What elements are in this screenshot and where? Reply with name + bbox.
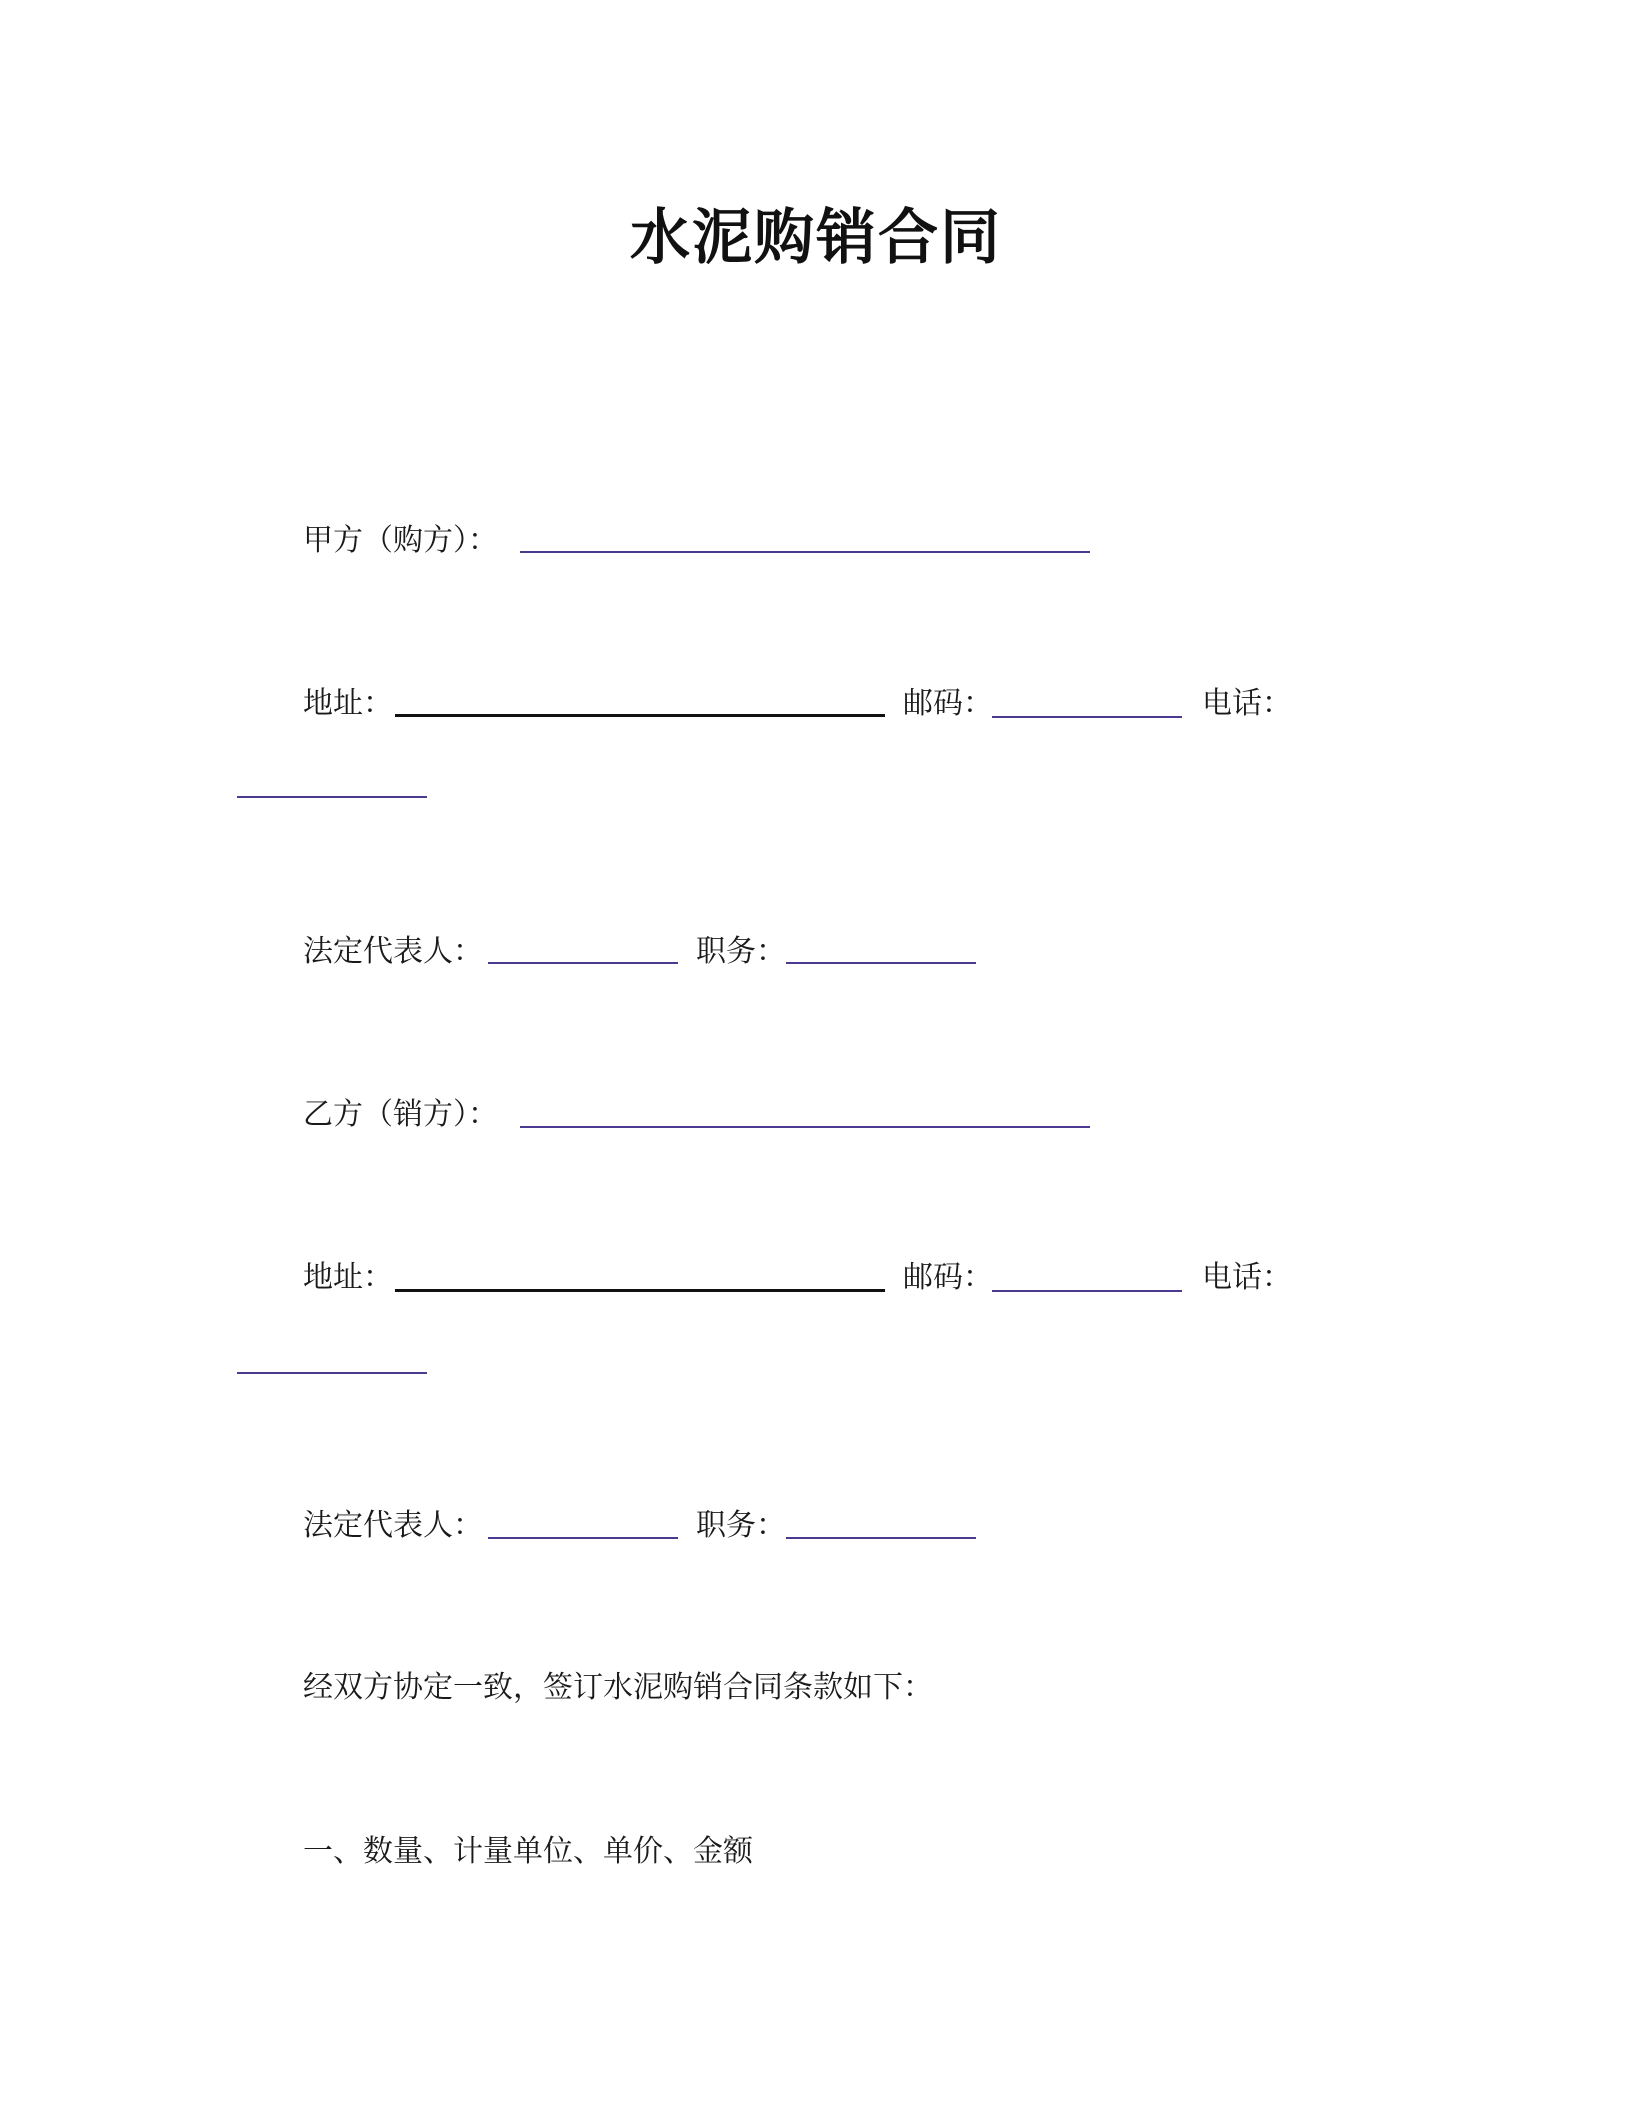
- party-a-address-label: 地址：: [303, 686, 393, 721]
- section-1-heading: 一、数量、计量单位、单价、金额: [303, 1834, 753, 1869]
- party-b-address-field[interactable]: [395, 1289, 885, 1292]
- party-a-representative-label: 法定代表人：: [303, 934, 483, 969]
- party-b-representative-field[interactable]: [488, 1537, 678, 1539]
- party-a-position-label: 职务：: [696, 934, 786, 969]
- party-a-address-field[interactable]: [395, 714, 885, 717]
- party-a-postcode-field[interactable]: [992, 716, 1182, 718]
- party-a-name-label: 甲方（购方）：: [303, 523, 498, 558]
- party-b-name-field[interactable]: [520, 1126, 1090, 1128]
- party-b-phone-label: 电话：: [1202, 1260, 1292, 1295]
- party-a-name-field[interactable]: [520, 551, 1090, 553]
- party-b-postcode-label: 邮码：: [903, 1260, 993, 1295]
- party-a-postcode-label: 邮码：: [903, 686, 993, 721]
- contract-intro: 经双方协定一致，签订水泥购销合同条款如下：: [303, 1670, 933, 1705]
- party-a-phone-label: 电话：: [1202, 686, 1292, 721]
- party-a-position-field[interactable]: [786, 962, 976, 964]
- document-title: 水泥购销合同: [630, 203, 1002, 273]
- party-b-representative-label: 法定代表人：: [303, 1508, 483, 1543]
- party-b-address-label: 地址：: [303, 1260, 393, 1295]
- party-b-position-label: 职务：: [696, 1508, 786, 1543]
- party-a-phone-field[interactable]: [237, 796, 427, 798]
- party-b-postcode-field[interactable]: [992, 1290, 1182, 1292]
- party-b-phone-field[interactable]: [237, 1372, 427, 1374]
- party-a-representative-field[interactable]: [488, 962, 678, 964]
- party-b-name-label: 乙方（销方）：: [303, 1097, 498, 1132]
- party-b-position-field[interactable]: [786, 1537, 976, 1539]
